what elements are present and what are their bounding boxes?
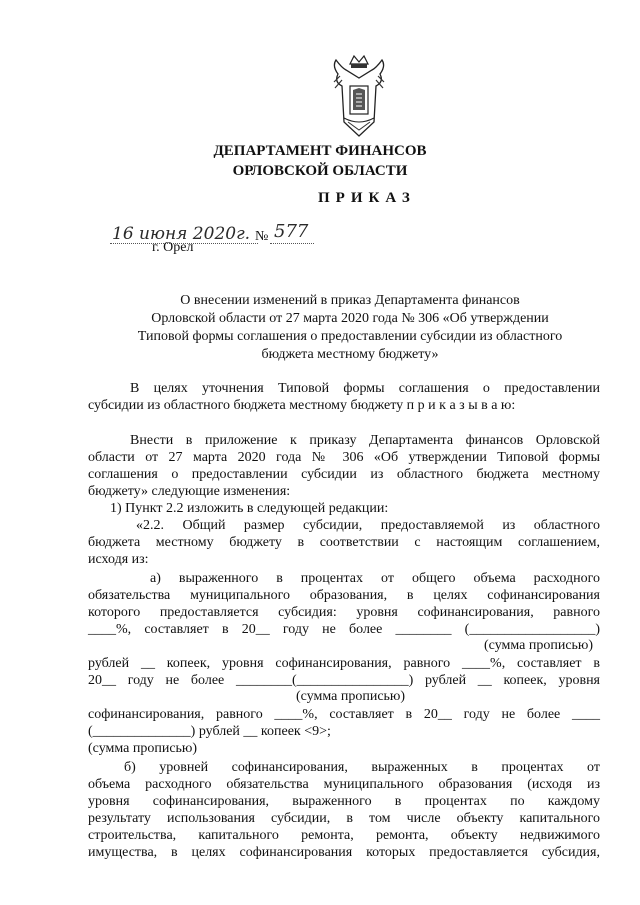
body-line: рублей __ копеек, уровня софинансирования, равного ____%, составляет в — [88, 656, 600, 671]
handwritten-number: 577 — [274, 221, 309, 242]
order-title: ПРИКАЗ — [318, 190, 416, 206]
body-line: имущества, в целях софинансирования которых предоставляется субсидия, — [88, 845, 600, 860]
body-line: «2.2. Общий размер субсидии, предоставляемой из областного — [136, 518, 600, 533]
body-line: области от 27 марта 2020 года № 306 «Об утверждении Типовой формы — [88, 450, 600, 465]
body-line: В целях уточнения Типовой формы соглашения о предоставлении — [130, 381, 600, 396]
body-line: б) уровней софинансирования, выраженных в процентах от — [124, 760, 600, 775]
body-line: результату использования субсидии, в том числе объекту капитального — [88, 811, 600, 826]
body-line: которого предоставляется субсидия: уровня софинансирования, равного — [88, 605, 600, 620]
subject-line: Орловской области от 27 марта 2020 года № 306 «Об утверждении — [151, 311, 549, 326]
body-line: соглашения о предоставлении субсидии из областного бюджета местному — [88, 467, 600, 482]
handwritten-date: 16 июня 2020г. — [112, 224, 251, 244]
department-name-line1: ДЕПАРТАМЕНТ ФИНАНСОВ — [213, 143, 427, 159]
body-line: бюджету» следующие изменения: — [88, 484, 291, 499]
body-line: 20__ году не более ________(________________) рублей __ копеек, уровня — [88, 673, 600, 688]
subject-line: бюджета местному бюджету» — [261, 347, 439, 362]
body-line: объема расходного обязательства муниципального образования (исходя из — [88, 777, 600, 792]
coat-of-arms-icon — [330, 52, 388, 142]
body-line: исходя из: — [88, 552, 149, 567]
amount-in-words-caption: (сумма прописью) — [484, 638, 594, 653]
body-line: бюджета местному бюджету в соответствии с настоящим соглашением, — [88, 535, 600, 550]
body-line: ____%, составляет в 20__ году не более ________ (__________________) — [88, 622, 600, 637]
number-label: № — [255, 229, 269, 244]
department-name-line2: ОРЛОВСКОЙ ОБЛАСТИ — [232, 163, 408, 179]
number-underline — [270, 243, 314, 244]
body-line: обязательства муниципального образования, в целях софинансирования — [88, 588, 600, 603]
body-line: субсидии из областного бюджета местному бюджету п р и к а з ы в а ю: — [88, 398, 516, 413]
body-line: строительства, капитального ремонта, ремонта, объекту недвижимого — [88, 828, 600, 843]
city: г. Орел — [152, 240, 194, 255]
amount-in-words-caption: (сумма прописью) — [296, 689, 406, 704]
body-line: а) выраженного в процентах от общего объема расходного — [150, 571, 600, 586]
body-line: (______________) рублей __ копеек <9>; — [88, 724, 331, 739]
subject-line: Типовой формы соглашения о предоставлении субсидии из областного — [137, 329, 563, 344]
body-line: софинансирования, равного ____%, составляет в 20__ году не более ____ — [88, 707, 600, 722]
body-line: уровня софинансирования, выраженного в процентах по каждому — [88, 794, 600, 809]
amount-in-words-caption: (сумма прописью) — [88, 741, 198, 756]
body-line: Внести в приложение к приказу Департамента финансов Орловской — [130, 433, 600, 448]
body-line: 1) Пункт 2.2 изложить в следующей редакции: — [110, 501, 389, 516]
subject-line: О внесении изменений в приказ Департамента финансов — [180, 293, 520, 308]
